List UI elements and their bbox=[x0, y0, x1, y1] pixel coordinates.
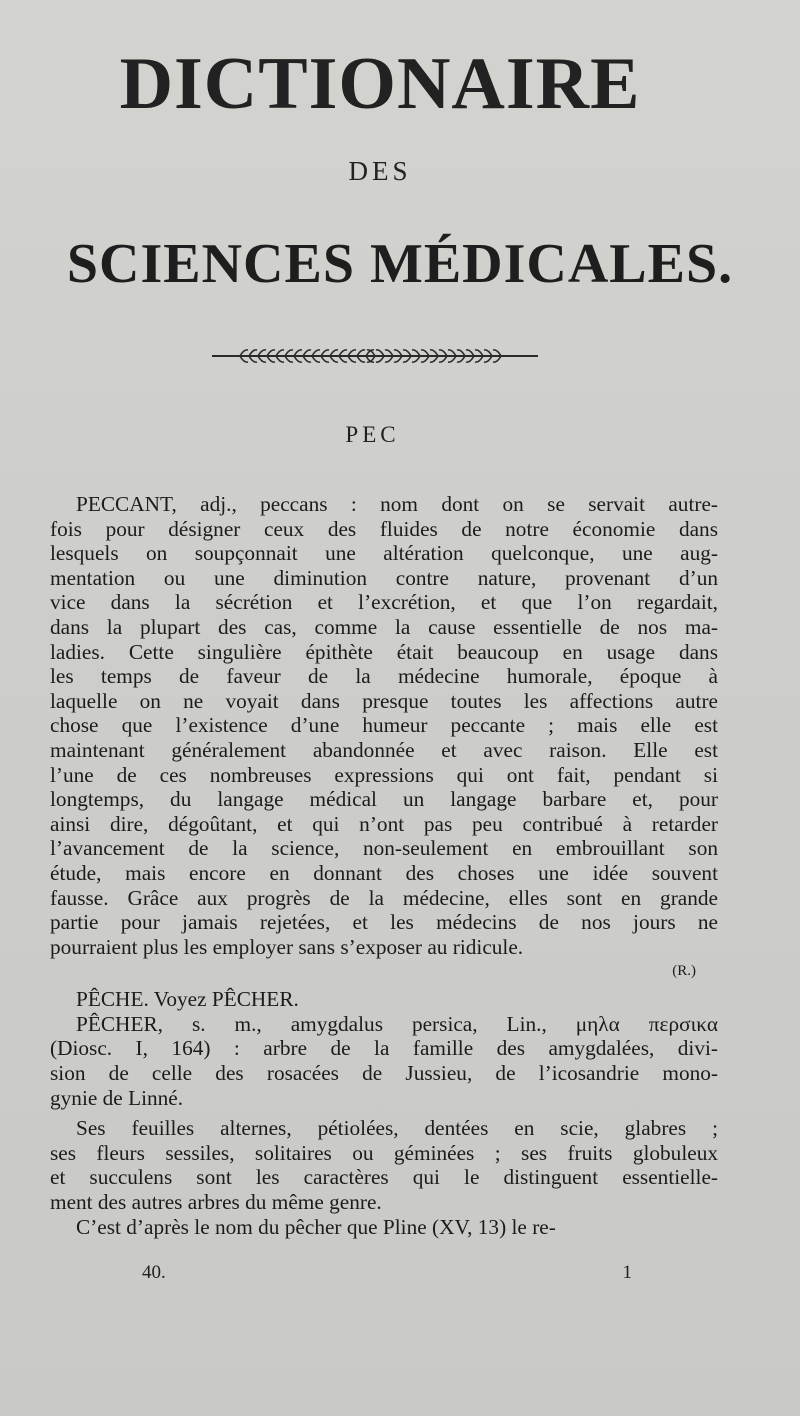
text-line: gynie de Linné. bbox=[50, 1085, 184, 1110]
text-line: partie pour jamais rejetées, et les médecins de nos jours ne bbox=[50, 910, 718, 935]
text-line: ladies. Cette singulière épithète était beaucoup en usage dans bbox=[50, 639, 718, 664]
text-line: PECCANT, adj., peccans : nom dont on se servait autre- bbox=[76, 492, 718, 516]
text-line: Ses feuilles alternes, pétiolées, dentées en scie, glabres ; bbox=[76, 1116, 718, 1141]
text-line: les temps de faveur de la médecine humorale, époque à bbox=[50, 664, 718, 689]
text-line: sion de celle des rosacées de Jussieu, de l’icosandrie mono- bbox=[50, 1061, 718, 1086]
text-line: (Diosc. I, 164) : arbre de la famille des amygdalées, divi- bbox=[50, 1036, 718, 1061]
text-line: PÊCHE. Voyez PÊCHER. bbox=[76, 987, 299, 1012]
text-line: ainsi dire, dégoûtant, et qui n’ont pas peu contribué à retarder bbox=[50, 811, 718, 836]
running-head: PEC bbox=[345, 422, 400, 447]
paragraph-peche bbox=[50, 987, 718, 1012]
text-line: ment des autres arbres du même genre. bbox=[50, 1190, 382, 1215]
paragraph-pecher bbox=[50, 1012, 718, 1110]
text-line: maintenant généralement abandonnée et avec raison. Elle est bbox=[50, 737, 718, 762]
paragraph-pline bbox=[50, 1215, 718, 1240]
text-line: pourraient plus les employer sans s’exposer au ridicule. bbox=[50, 934, 524, 959]
text-line: ses fleurs sessiles, solitaires ou géminées ; ses fruits globuleux bbox=[50, 1140, 718, 1165]
ornament-divider-icon bbox=[210, 344, 540, 368]
title-subtitle: SCIENCES MÉDICALES. bbox=[66, 233, 734, 295]
text-line: vice dans la sécrétion et l’excrétion, et que l’on regardait, bbox=[50, 590, 718, 615]
text-line: lesquels on soupçonnait une altération quelconque, une aug- bbox=[50, 541, 718, 566]
paragraph-feuilles bbox=[50, 1116, 718, 1214]
text-line: l’avancement de la science, non-seulement en embrouillant son bbox=[50, 836, 718, 861]
text-line: chose que l’existence d’une humeur peccante ; mais elle est bbox=[50, 713, 718, 738]
text-line: laquelle on ne voyait dans presque toutes les affections autre bbox=[50, 688, 718, 713]
text-line: et succulens sont les caractères qui le distinguent essentielle- bbox=[50, 1165, 718, 1190]
text-line: C’est d’après le nom du pêcher que Pline (XV, 13) le re- bbox=[76, 1214, 556, 1239]
text-line: fausse. Grâce aux progrès de la médecine, elles sont en grande bbox=[50, 885, 718, 910]
title-des: DES bbox=[348, 156, 412, 186]
text-line: l’une de ces nombreuses expressions qui ont fait, pendant si bbox=[50, 762, 718, 787]
article-body bbox=[50, 492, 718, 1239]
text-line: fois pour désigner ceux des fluides de notre économie dans bbox=[50, 516, 718, 541]
author-signature: (R.) bbox=[672, 963, 696, 980]
volume-number: 40. bbox=[142, 1262, 166, 1283]
paragraph-peccant bbox=[50, 492, 718, 981]
title-main: DICTIONAIRE bbox=[119, 43, 641, 125]
text-line: PÊCHER, s. m., amygdalus persica, Lin., μηλα περσικα bbox=[76, 1011, 718, 1036]
text-line: dans la plupart des cas, comme la cause essentielle de nos ma- bbox=[50, 614, 718, 639]
text-line: étude, mais encore en donnant des choses une idée souvent bbox=[50, 860, 718, 885]
text-line: longtemps, du langage médical un langage barbare et, pour bbox=[50, 787, 718, 812]
text-line: mentation ou une diminution contre nature, provenant d’un bbox=[50, 565, 718, 590]
signature-mark: 1 bbox=[622, 1262, 632, 1283]
